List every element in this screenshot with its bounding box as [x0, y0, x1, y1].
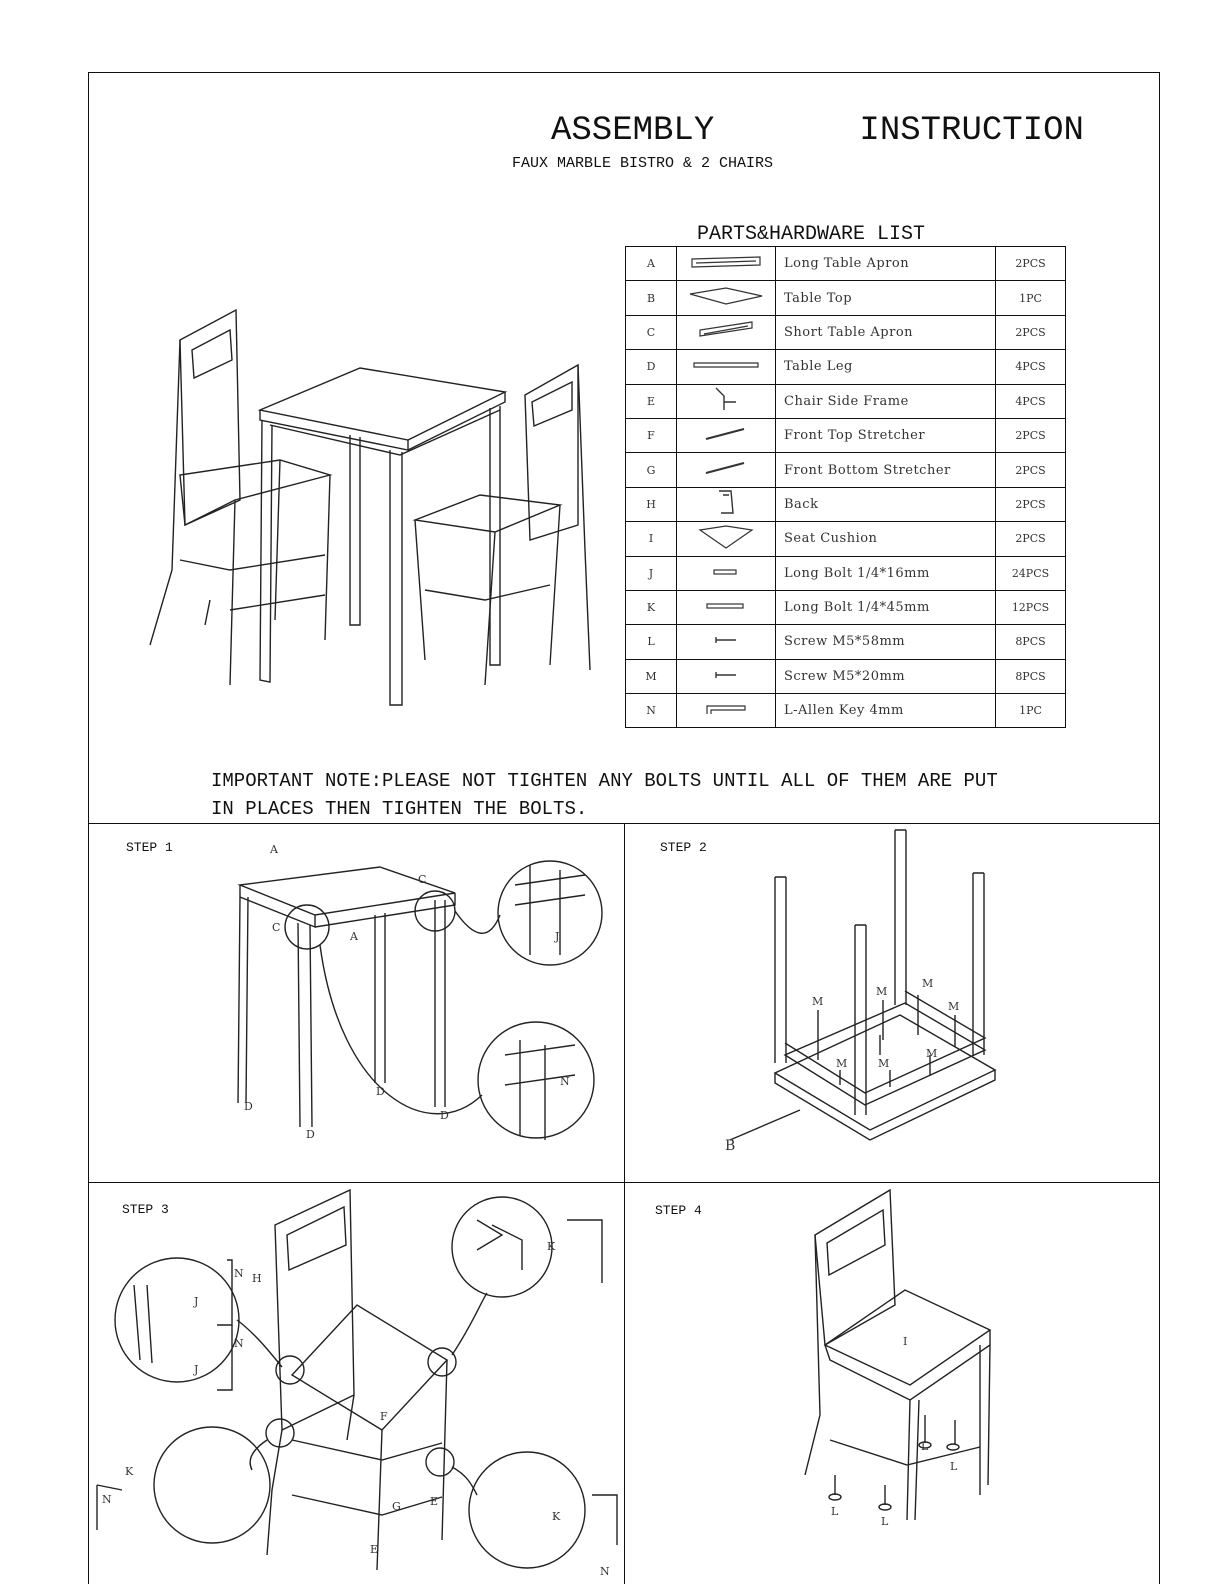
back-icon [677, 487, 776, 521]
label-k-1: K [125, 1465, 134, 1478]
part-quantity: 24PCS [996, 556, 1066, 590]
part-name: Screw M5*20mm [776, 659, 996, 693]
screw-icon [677, 659, 776, 693]
step-4-diagram [795, 1185, 1005, 1530]
parts-row [626, 418, 1066, 452]
label-m-6: M [878, 1057, 890, 1070]
step-1-diagram [230, 845, 615, 1150]
label-j-2: J [194, 1363, 199, 1376]
part-letter: K [626, 590, 677, 624]
label-n-1: N [234, 1267, 244, 1280]
part-name: Long Bolt 1/4*16mm [776, 556, 996, 590]
parts-row [626, 522, 1066, 556]
part-name: Table Top [776, 281, 996, 315]
part-quantity: 12PCS [996, 590, 1066, 624]
label-d-1: D [244, 1100, 253, 1113]
part-name: Long Bolt 1/4*45mm [776, 590, 996, 624]
page-title: ASSEMBLY INSTRUCTION [551, 112, 1084, 150]
label-m-1: M [812, 995, 824, 1008]
step-2-label: STEP 2 [660, 840, 707, 855]
stretcher-icon [677, 453, 776, 487]
parts-row [626, 384, 1066, 418]
part-name: Table Leg [776, 350, 996, 384]
note-line-2: IN PLACES THEN TIGHTEN THE BOLTS. [211, 798, 588, 820]
long-bolt-icon [677, 590, 776, 624]
label-j-1: J [194, 1295, 199, 1308]
part-quantity: 4PCS [996, 384, 1066, 418]
part-letter: L [626, 625, 677, 659]
label-l-4: L [950, 1460, 958, 1473]
divider-steps-vertical [624, 823, 625, 1584]
label-a: A [350, 930, 358, 943]
product-subtitle: FAUX MARBLE BISTRO & 2 CHAIRS [512, 155, 774, 172]
long-apron-icon [677, 247, 776, 281]
table-top-icon [677, 281, 776, 315]
step-3-label: STEP 3 [122, 1202, 169, 1217]
part-name: Front Top Stretcher [776, 418, 996, 452]
part-quantity: 2PCS [996, 315, 1066, 349]
part-name: Screw M5*58mm [776, 625, 996, 659]
table-leg-icon [677, 350, 776, 384]
part-name: Back [776, 487, 996, 521]
label-m-4: M [948, 1000, 960, 1013]
label-n-2: N [234, 1337, 244, 1350]
parts-list-title: PARTS&HARDWARE LIST [697, 223, 926, 246]
part-quantity: 2PCS [996, 418, 1066, 452]
parts-table [625, 246, 1066, 728]
part-name: Long Table Apron [776, 247, 996, 281]
label-a-callout: A [270, 843, 278, 856]
parts-row [626, 659, 1066, 693]
label-k-3: K [552, 1510, 561, 1523]
part-letter: N [626, 694, 677, 728]
part-quantity: 2PCS [996, 487, 1066, 521]
part-name: L-Allen Key 4mm [776, 694, 996, 728]
parts-row [626, 556, 1066, 590]
label-d-4: D [440, 1109, 449, 1122]
part-name: Seat Cushion [776, 522, 996, 556]
part-quantity: 4PCS [996, 350, 1066, 384]
label-h: H [252, 1272, 262, 1285]
part-quantity: 2PCS [996, 247, 1066, 281]
label-n: N [560, 1075, 570, 1088]
parts-row [626, 315, 1066, 349]
part-letter: D [626, 350, 677, 384]
label-m-7: M [926, 1047, 938, 1060]
label-e-2: E [430, 1495, 439, 1508]
part-quantity: 2PCS [996, 453, 1066, 487]
label-g: G [392, 1500, 401, 1513]
label-m-3: M [922, 977, 934, 990]
part-letter: M [626, 659, 677, 693]
short-bolt-icon [677, 556, 776, 590]
parts-row [626, 281, 1066, 315]
step-2-diagram [700, 825, 1010, 1160]
label-c: C [272, 921, 281, 934]
note-line-1: IMPORTANT NOTE:PLEASE NOT TIGHTEN ANY BOLTS UNTIL ALL OF THEM ARE PUT [211, 770, 998, 792]
part-name: Front Bottom Stretcher [776, 453, 996, 487]
short-apron-icon [677, 315, 776, 349]
parts-row [626, 625, 1066, 659]
parts-row [626, 453, 1066, 487]
screw-icon [677, 625, 776, 659]
label-l-1: L [831, 1505, 839, 1518]
label-n-4: N [600, 1565, 610, 1578]
label-e-1: E [370, 1543, 379, 1556]
part-quantity: 8PCS [996, 625, 1066, 659]
parts-row [626, 487, 1066, 521]
stretcher-icon [677, 418, 776, 452]
part-letter: H [626, 487, 677, 521]
part-letter: J [626, 556, 677, 590]
part-letter: E [626, 384, 677, 418]
parts-row [626, 694, 1066, 728]
important-note [211, 767, 998, 823]
label-l-2: L [881, 1515, 889, 1528]
overview-illustration [140, 300, 610, 720]
parts-row [626, 350, 1066, 384]
parts-row [626, 247, 1066, 281]
step-4-label: STEP 4 [655, 1203, 702, 1218]
allen-key-icon [677, 694, 776, 728]
part-quantity: 1PC [996, 281, 1066, 315]
label-i: I [903, 1335, 908, 1348]
cushion-icon [677, 522, 776, 556]
label-d-2: D [306, 1128, 315, 1141]
part-letter: B [626, 281, 677, 315]
label-b: B [725, 1138, 736, 1154]
part-letter: G [626, 453, 677, 487]
label-c-2: C [418, 873, 427, 886]
label-d-3: D [376, 1085, 385, 1098]
part-name: Chair Side Frame [776, 384, 996, 418]
part-name: Short Table Apron [776, 315, 996, 349]
label-m-5: M [836, 1057, 848, 1070]
label-m-2: M [876, 985, 888, 998]
label-f: F [380, 1410, 388, 1423]
part-letter: I [626, 522, 677, 556]
step-1-label: STEP 1 [126, 840, 173, 855]
part-letter: F [626, 418, 677, 452]
part-letter: A [626, 247, 677, 281]
label-n-3: N [102, 1493, 112, 1506]
side-frame-icon [677, 384, 776, 418]
part-letter: C [626, 315, 677, 349]
part-quantity: 2PCS [996, 522, 1066, 556]
label-k-2: K [547, 1240, 556, 1253]
part-quantity: 8PCS [996, 659, 1066, 693]
parts-row [626, 590, 1066, 624]
part-quantity: 1PC [996, 694, 1066, 728]
label-j: J [555, 930, 560, 943]
label-l-3: L [921, 1440, 929, 1453]
step-3-diagram [92, 1185, 622, 1580]
